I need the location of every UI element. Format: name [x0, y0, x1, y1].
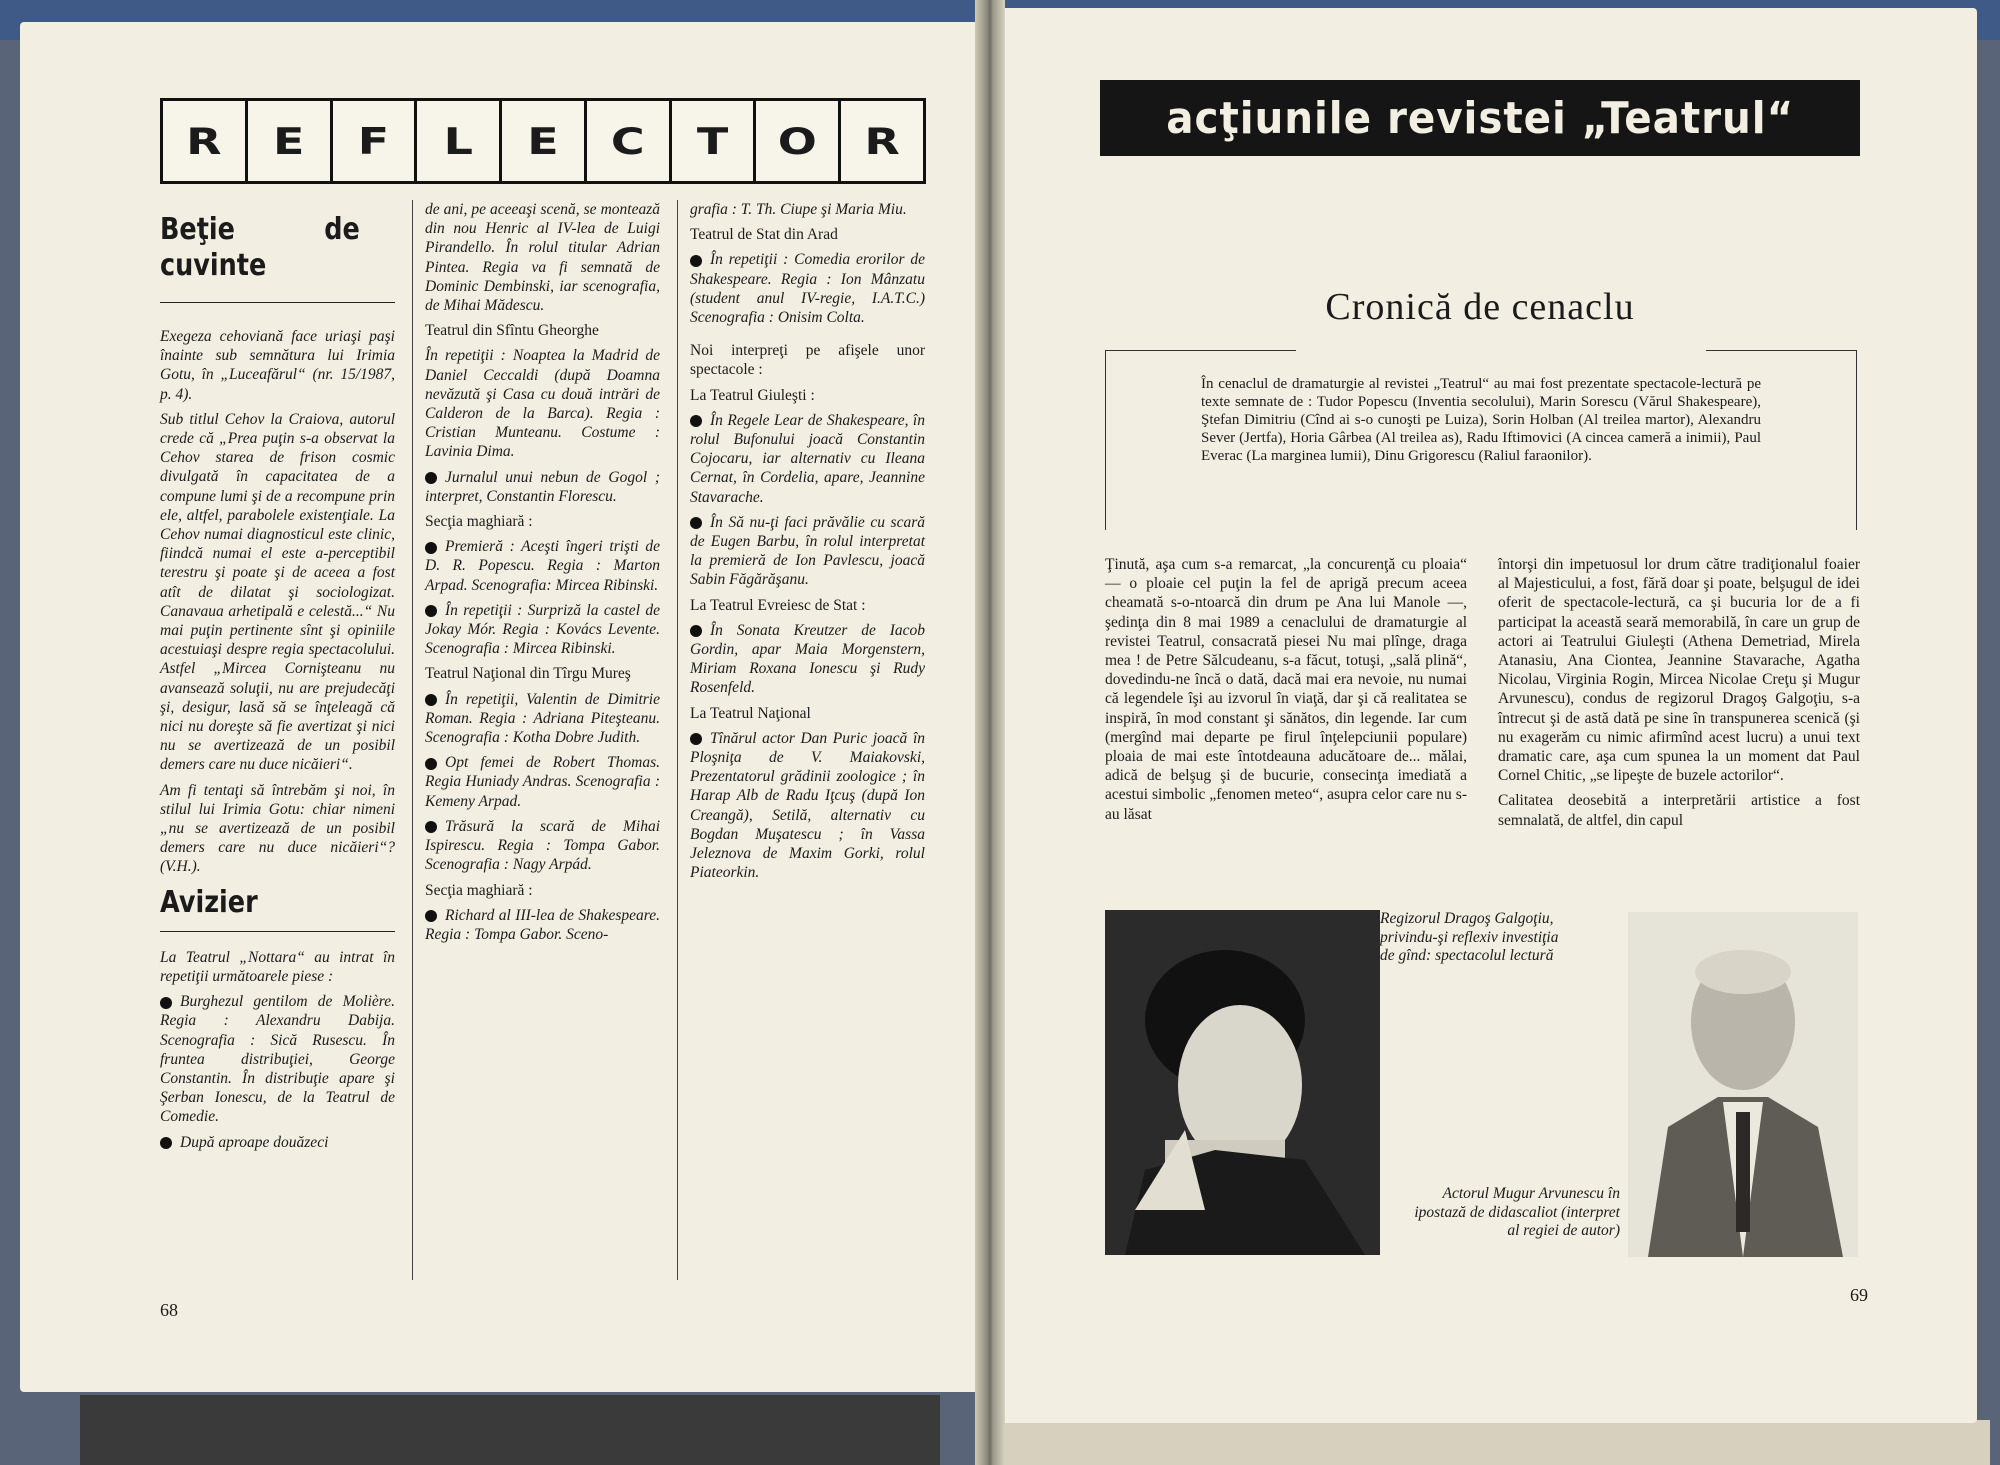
list-item — [690, 621, 925, 698]
divider — [160, 302, 395, 303]
portrait-image — [1105, 910, 1380, 1255]
bullet-icon — [690, 625, 702, 637]
section-title-betie: Beţie de cuvinte — [160, 212, 360, 283]
list-item — [425, 906, 660, 944]
bullet-icon — [690, 517, 702, 529]
article-paragraph: întorşi din impetuosul lor drum către tradiţionalul foaier al Majesticului, a fost, fără doar şi poate, belşugul de idei oferit de spectacole-lectură, ca şi bucuria lor de a fi participat la această seară memorabilă, în care un grup de actori ai Teatrului Giuleşti (Athena Demetriad, Mirela Atanasiu, Ana Ciontea, Jeannine Stavarache, Agatha Nicolau, Virginia Rogin, Mircea Nicolae Creţu şi Mugur Arvunescu), condus de regizorul Dragoş Galgoţiu, s-a întrecut şi de astă dată pe sine în transpunerea scenică (şi nu exagerăm cu nimic afirmînd acest lucru) a unui text dramatic care, aşa cum spunea la un moment dat Paul Cornel Chitic, „se lipeşte de buzele actorilor“. — [1498, 556, 1860, 785]
venue-heading: La Teatrul Evreiesc de Stat : — [690, 596, 866, 614]
list-item — [425, 537, 660, 595]
header-letter: R — [163, 101, 248, 181]
bullet-icon — [425, 821, 437, 833]
column-divider — [677, 200, 678, 1280]
venue-heading: La Teatrul Naţional — [690, 704, 811, 722]
summary-text: În cenaclul de dramaturgie al revistei „Teatrul“ au mai fost prezentate spectacole-lectură pe texte semnate de : Tudor Popescu (Inventia secolului), Marin Sorescu (Vărul Shakespeare), Ştefan Dimitriu (Cînd ai s-o cunoşti pe Luiza), Sorin Holban (Al treilea martor), Alexandru Sever (Jertfa), Horia Gârbea (Al treilea as), Radu Iftimovici (A cincea cameră a inimii), Paul Everac (La marginea lumii), Dinu Grigorescu (Raliul faraonilor). — [1201, 376, 1761, 464]
list-item — [425, 468, 660, 506]
article-paragraph: Sub titlul Cehov la Craiova, autorul crede că „Prea puţin s-a observat la Cehov starea de frison cosmic divulgată în capacitatea de a compune lumi şi de a recompune prin ele, altfel, parabolele existenţiale. La Cehov numai diagnosticul este clinic, fiindcă numai el este a-perceptibil terestru şi poate şi de aceea a fost atît de dilatat şi sociologizat. Canavaua arhetipală e celestă...“ Nu mai puţin pertinente sînt şi opiniile acestuiaşi despre regia spectacolului. Astfel „Mircea Cornişteanu nu avansează soluţii, nu are prejudecăţi şi, desigur, lasă să se înţeleagă că nici nu doreşte să fie avertizat şi nici nu se avertizează de un posibil demers care nu duce nicăieri“. — [160, 410, 395, 774]
list-item-text: În repetiţii, Valentin de Dimitrie Roman. Regia : Adriana Piteşteanu. Scenografia : Kotha Dobre Judith. — [425, 690, 660, 747]
header-letter: E — [248, 101, 333, 181]
article-paragraph: grafia : T. Th. Ciupe şi Maria Miu. — [690, 201, 907, 218]
book-bottom-edge — [1000, 1420, 1990, 1465]
page-number: 69 — [1850, 1285, 1868, 1305]
bullet-icon — [425, 472, 437, 484]
bullet-icon — [425, 542, 437, 554]
list-item-text: În repetiţii : Surpriză la castel de Jokay Mór. Regia : Kovács Levente. Scenografia : Mircea Ribinski. — [425, 601, 660, 658]
reflector-header — [160, 98, 926, 184]
venue-heading: Secţia maghiară : — [425, 881, 533, 899]
banner-actiunile — [1100, 80, 1860, 156]
article-paragraph: Calitatea deosebită a interpretării artistice a fost semnalată, de altfel, din capul — [1498, 792, 1860, 829]
bullet-icon — [425, 694, 437, 706]
list-item — [425, 601, 660, 659]
header-letter: O — [756, 101, 841, 181]
summary-box — [1105, 350, 1857, 530]
article-paragraph: La Teatrul „Nottara“ au intrat în repetiţii următoarele piese : — [160, 948, 395, 985]
bullet-icon — [425, 910, 437, 922]
list-item — [425, 690, 660, 748]
portrait-image — [1628, 912, 1858, 1257]
banner-text: acţiunile revistei „Teatrul“ — [1166, 92, 1794, 144]
list-item-text: Richard al III-lea de Shakespeare. Regia : Tompa Gabor. Sceno- — [425, 906, 660, 943]
bullet-icon — [425, 605, 437, 617]
list-item-text: Burghezul gentilom de Molière. Regia : Alexandru Dabija. Scenografia : Sică Rusescu. În fruntea distribuţiei, George Constantin. În distribuţie apare şi Şerban Ionescu, de la Teatrul de Comedie. — [160, 993, 395, 1126]
article-paragraph: Noi interpreţi pe afişele unor spectacole : — [690, 342, 925, 379]
article-paragraph: Am fi tentaţi să întrebăm şi noi, în stilul lui Irimia Gotu: chiar nimeni „nu se avertizează de un posibil demers care nu duce nicăieri“? (V.H.). — [160, 781, 395, 876]
list-item — [690, 411, 925, 507]
list-item — [690, 513, 925, 590]
bullet-icon — [690, 255, 702, 267]
bullet-icon — [690, 415, 702, 427]
bullet-icon — [160, 997, 172, 1009]
list-item — [160, 992, 395, 1126]
right-column-2 — [1498, 555, 1860, 836]
venue-heading: La Teatrul Giuleşti : — [690, 386, 815, 404]
list-item-text: În Regele Lear de Shakespeare, în rolul Bufonului joacă Constantin Cojocaru, iar alternativ cu Ileana Cernat, în Cordelia, apare, Jeannine Stavarache. — [690, 411, 925, 506]
article-title: Cronică de cenaclu — [1325, 286, 1635, 328]
header-letter: L — [417, 101, 502, 181]
box-border — [1106, 350, 1296, 351]
bullet-icon — [690, 733, 702, 745]
venue-heading: Teatrul din Sfîntu Gheorghe — [425, 322, 599, 340]
list-item-text: După aproape douăzeci — [180, 1133, 329, 1151]
caption-photo-2: Actorul Mugur Arvunescu în ipostază de didascaliot (interpret al regiei de autor) — [1414, 1185, 1620, 1239]
list-item — [690, 250, 925, 327]
list-item-text: Trăsură la scară de Mihai Ispirescu. Regia : Tompa Gabor. Scenografia : Nagy Arpád. — [425, 817, 660, 874]
list-item-text: În repetiţii : Comedia erorilor de Shakespeare. Regia : Ion Mânzatu (student anul IV-regie, I.A.T.C.) Scenografia : Onisim Colta. — [690, 251, 925, 327]
bullet-icon — [425, 758, 437, 770]
bullet-icon — [160, 1137, 172, 1149]
list-item — [690, 729, 925, 883]
venue-heading: Secţia maghiară : — [425, 513, 533, 531]
list-item-text: Opt femei de Robert Thomas. Regia Huniady Andras. Scenografia : Kemeny Arpad. — [425, 754, 660, 810]
section-title-avizier: Avizier — [160, 884, 258, 920]
box-border — [1706, 350, 1856, 351]
list-item — [425, 817, 660, 875]
column-divider — [412, 200, 413, 1280]
header-letter: C — [587, 101, 672, 181]
venue-heading: Teatrul Naţional din Tîrgu Mureş — [425, 665, 631, 683]
venue-heading: Teatrul de Stat din Arad — [690, 226, 838, 244]
photo-mugur-arvunescu — [1628, 912, 1858, 1257]
article-paragraph: Exegeza cehoviană face uriaşi paşi înainte sub semnătura lui Irimia Gotu, în „Luceafărul“ (nr. 15/1987, p. 4). — [160, 328, 395, 403]
article-paragraph: Ţinută, aşa cum s-a remarcat, „la concurenţă cu ploaia“ — o ploaie cel puţin la fel de aprigă precum aceea cheamată s-o-ntoarcă din drum pe Ana lui Manole —, şedinţa din 8 mai 1989 a cenaclului de dramaturgie al revistei Teatrul, consacrată piesei Nu mai plînge, draga mea ! de Petre Sălcudeanu, s-a făcut, totuşi, „sală plină“, dovedindu-ne încă o dată, dacă mai era nevoie, nu numai că legendele îşi au izvorul în viaţă, dar şi că realitatea se inspiră, în mod constant şi sănătos, din legende. Iar cum (mergînd mai departe pe firul înţelepciunii populare) ploaia de mai este întotdeauna aducătoare de... mălai, adică de belşug şi de bucurie, consecinţa imediată a acestui simbolic „fenomen meteo“, asupra celor care nu s-au lăsat — [1105, 556, 1467, 823]
book-gutter — [975, 0, 1005, 1465]
list-item — [160, 1133, 395, 1152]
book-bottom-shadow — [80, 1395, 940, 1465]
list-item-text: Tînărul actor Dan Puric joacă în Ploşniţa de V. Maiakovski, Prezentatorul grădinii zoologice ; în Harap Alb de Radu Iţcuş (după Ion Creangă), Setilă, alternativ cu Bogdan Muşatescu ; în Vassa Jeleznova de Maxim Gorki, rolul Piateorkin. — [690, 729, 925, 882]
article-paragraph: de ani, pe aceeaşi scenă, se montează din nou Henric al IV-lea de Luigi Pirandello. În rolul titular Adrian Pintea. Regia va fi semnată de Dominic Dembinski, iar scenografia, de Mihai Mădescu. — [425, 201, 660, 315]
list-item-text: În Sonata Kreutzer de Iacob Gordin, apar Maia Morgenstern, Miriam Roxana Ionescu şi Rudy Rosenfeld. — [690, 621, 925, 697]
header-letter: R — [841, 101, 923, 181]
list-item — [425, 753, 660, 811]
header-letter: T — [672, 101, 757, 181]
left-column-2 — [425, 200, 660, 950]
caption-photo-1: Regizorul Dragoş Galgoţiu, privindu-şi reflexiv investiţia de gînd: spectacolul lectură — [1380, 910, 1559, 964]
photo-dragos-galgotiu — [1105, 910, 1380, 1255]
left-column-3 — [690, 200, 925, 889]
left-column-1 — [160, 212, 395, 1158]
divider — [160, 931, 395, 932]
header-letter: F — [333, 101, 418, 181]
list-item-text: Jurnalul unui nebun de Gogol ; interpret, Constantin Florescu. — [425, 468, 660, 505]
article-paragraph: În repetiţii : Noaptea la Madrid de Daniel Ceccaldi (după Doamna nevăzută şi Casa cu două intrări de Calderon de la Barca). Regia : Cristian Munteanu. Costume : Lavinia Dima. — [425, 347, 660, 461]
list-item-text: Premieră : Aceşti îngeri trişti de D. R. Popescu. Regia : Marton Arpad. Scenografia: Mircea Ribinski. — [425, 538, 660, 594]
list-item-text: În Să nu-ţi faci prăvălie cu scară de Eugen Barbu, în rolul interpretat la premieră de Ion Pavlescu, joacă Sabin Făgărăşanu. — [690, 513, 925, 589]
page-number: 68 — [160, 1300, 178, 1320]
right-column-1 — [1105, 555, 1467, 830]
header-letter: E — [502, 101, 587, 181]
